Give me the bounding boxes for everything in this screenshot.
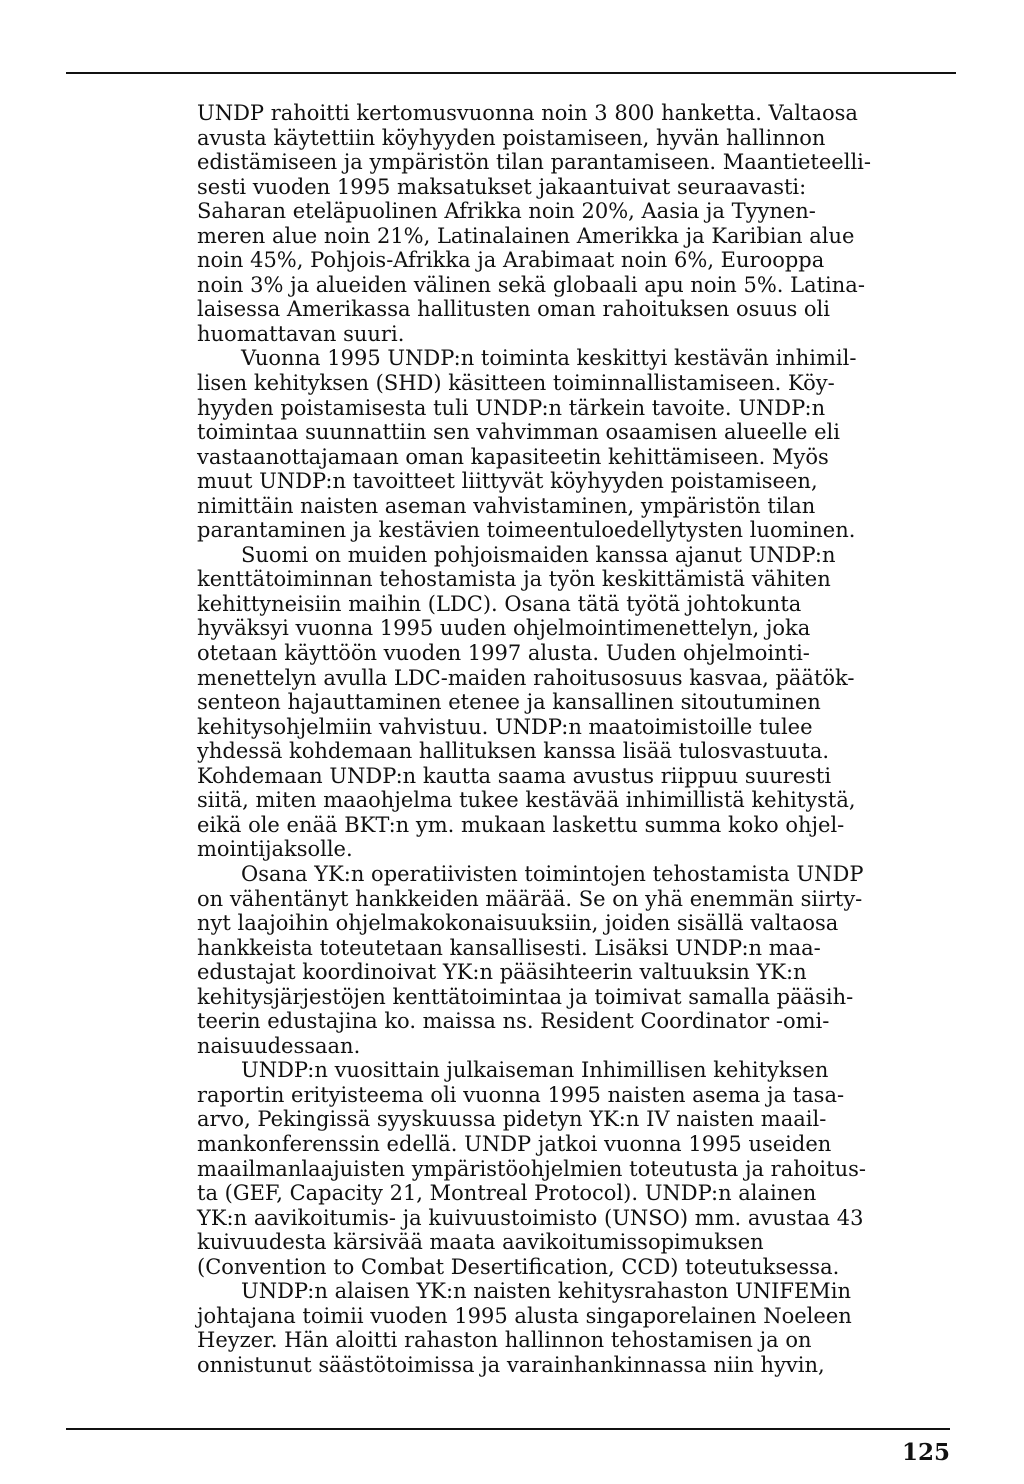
text-line: laisessa Amerikassa hallitusten oman rahoituksen osuus oli (197, 297, 830, 322)
text-line: UNDP:n alaisen YK:n naisten kehitysrahaston UNIFEMin (241, 1279, 852, 1304)
text-line: nimittäin naisten aseman vahvistaminen, ympäristön tilan (197, 493, 816, 518)
text-line: edistämiseen ja ympäristön tilan parantamiseen. Maantieteelli- (197, 150, 871, 175)
text-line: nyt laajoihin ohjelmakokonaisuuksiin, joiden sisällä valtaosa (197, 911, 839, 936)
text-line: noin 3% ja alueiden välinen sekä globaali apu noin 5%. Latina- (197, 272, 865, 297)
text-line: menettelyn avulla LDC-maiden rahoitusosuus kasvaa, päätök- (197, 665, 855, 690)
text-line: mointijaksolle. (197, 837, 353, 862)
text-line: raportin erityisteema oli vuonna 1995 naisten asema ja tasa- (197, 1082, 845, 1107)
top-rule (66, 72, 956, 74)
text-line: mankonferenssin edellä. UNDP jatkoi vuonna 1995 useiden (197, 1131, 832, 1156)
text-line: Kohdemaan UNDP:n kautta saama avustus riippuu suuresti (197, 763, 832, 788)
text-line: (Convention to Combat Desertification, CCD) toteutuksessa. (197, 1254, 840, 1279)
body-text (197, 101, 877, 1377)
text-line: naisuudessaan. (197, 1033, 361, 1058)
text-line: avusta käytettiin köyhyyden poistamiseen, hyvän hallinnon (197, 125, 826, 150)
text-line: noin 45%, Pohjois-Afrikka ja Arabimaat noin 6%, Eurooppa (197, 248, 825, 273)
text-line: eikä ole enää BKT:n ym. mukaan laskettu summa koko ohjel- (197, 812, 845, 837)
text-line: kehitysohjelmiin vahvistuu. UNDP:n maatoimistoille tulee (197, 714, 813, 739)
text-line: kehitysjärjestöjen kenttätoimintaa ja toimivat samalla pääsih- (197, 984, 854, 1009)
text-line: Suomi on muiden pohjoismaiden kanssa ajanut UNDP:n (241, 542, 836, 567)
text-line: Vuonna 1995 UNDP:n toiminta keskittyi kestävän inhimil- (241, 346, 857, 371)
page-number: 125 (901, 1439, 950, 1466)
text-line: otetaan käyttöön vuoden 1997 alusta. Uuden ohjelmointi- (197, 641, 810, 666)
text-line: kenttätoiminnan tehostamista ja työn keskittämistä vähiten (197, 567, 831, 592)
text-line: muut UNDP:n tavoitteet liittyvät köyhyyden poistamiseen, (197, 469, 818, 494)
text-line: lisen kehityksen (SHD) käsitteen toiminnallistamiseen. Köy- (197, 371, 835, 396)
text-line: hankkeista toteutetaan kansallisesti. Lisäksi UNDP:n maa- (197, 935, 821, 960)
text-line: arvo, Pekingissä syyskuussa pidetyn YK:n IV naisten maail- (197, 1107, 827, 1132)
text-line: Saharan eteläpuolinen Afrikka noin 20%, Aasia ja Tyynen- (197, 199, 816, 224)
text-line: Heyzer. Hän aloitti rahaston hallinnon tehostamisen ja on (197, 1328, 812, 1353)
text-line: kehittyneisiin maihin (LDC). Osana tätä työtä johtokunta (197, 591, 802, 616)
text-line: senteon hajauttaminen etenee ja kansallinen sitoutuminen (197, 690, 821, 715)
text-line: on vähentänyt hankkeiden määrää. Se on yhä enemmän siirty- (197, 886, 863, 911)
text-line: UNDP rahoitti kertomusvuonna noin 3 800 hanketta. Valtaosa (197, 101, 858, 125)
text-line: maailmanlaajuisten ympäristöohjelmien toteutusta ja rahoitus- (197, 1156, 866, 1181)
text-line: teerin edustajina ko. maissa ns. Resident Coordinator -omi- (197, 1009, 830, 1034)
text-line: UNDP:n vuosittain julkaiseman Inhimillisen kehityksen (241, 1058, 829, 1083)
text-line: johtajana toimii vuoden 1995 alusta singaporelainen Noeleen (197, 1303, 852, 1328)
text-line: hyväksyi vuonna 1995 uuden ohjelmointimenettelyn, joka (197, 616, 811, 641)
text-line: siitä, miten maaohjelma tukee kestävää inhimillistä kehitystä, (197, 788, 856, 813)
text-line: hyyden poistamisesta tuli UNDP:n tärkein tavoite. UNDP:n (197, 395, 826, 420)
text-line: toimintaa suunnattiin sen vahvimman osaamisen alueelle eli (197, 420, 840, 445)
text-line: meren alue noin 21%, Latinalainen Amerikka ja Karibian alue (197, 223, 855, 248)
bottom-rule (66, 1428, 950, 1430)
text-line: ta (GEF, Capacity 21, Montreal Protocol). UNDP:n alainen (197, 1181, 817, 1206)
text-line: vastaanottajamaan oman kapasiteetin kehittämiseen. Myös (197, 444, 829, 469)
text-line: kuivuudesta kärsivää maata aavikoitumissopimuksen (197, 1230, 764, 1255)
text-line: edustajat koordinoivat YK:n pääsihteerin valtuuksin YK:n (197, 960, 807, 985)
text-line: YK:n aavikoitumis- ja kuivuustoimisto (UNSO) mm. avustaa 43 (197, 1205, 864, 1230)
text-line: parantaminen ja kestävien toimeentuloedellytysten luominen. (197, 518, 856, 543)
text-line: Osana YK:n operatiivisten toimintojen tehostamista UNDP (241, 861, 864, 886)
text-line: huomattavan suuri. (197, 321, 405, 346)
text-line: sesti vuoden 1995 maksatukset jakaantuivat seuraavasti: (197, 174, 807, 199)
text-line: yhdessä kohdemaan hallituksen kanssa lisää tulosvastuuta. (197, 739, 830, 764)
text-line: onnistunut säästötoimissa ja varainhankinnassa niin hyvin, (197, 1352, 825, 1377)
